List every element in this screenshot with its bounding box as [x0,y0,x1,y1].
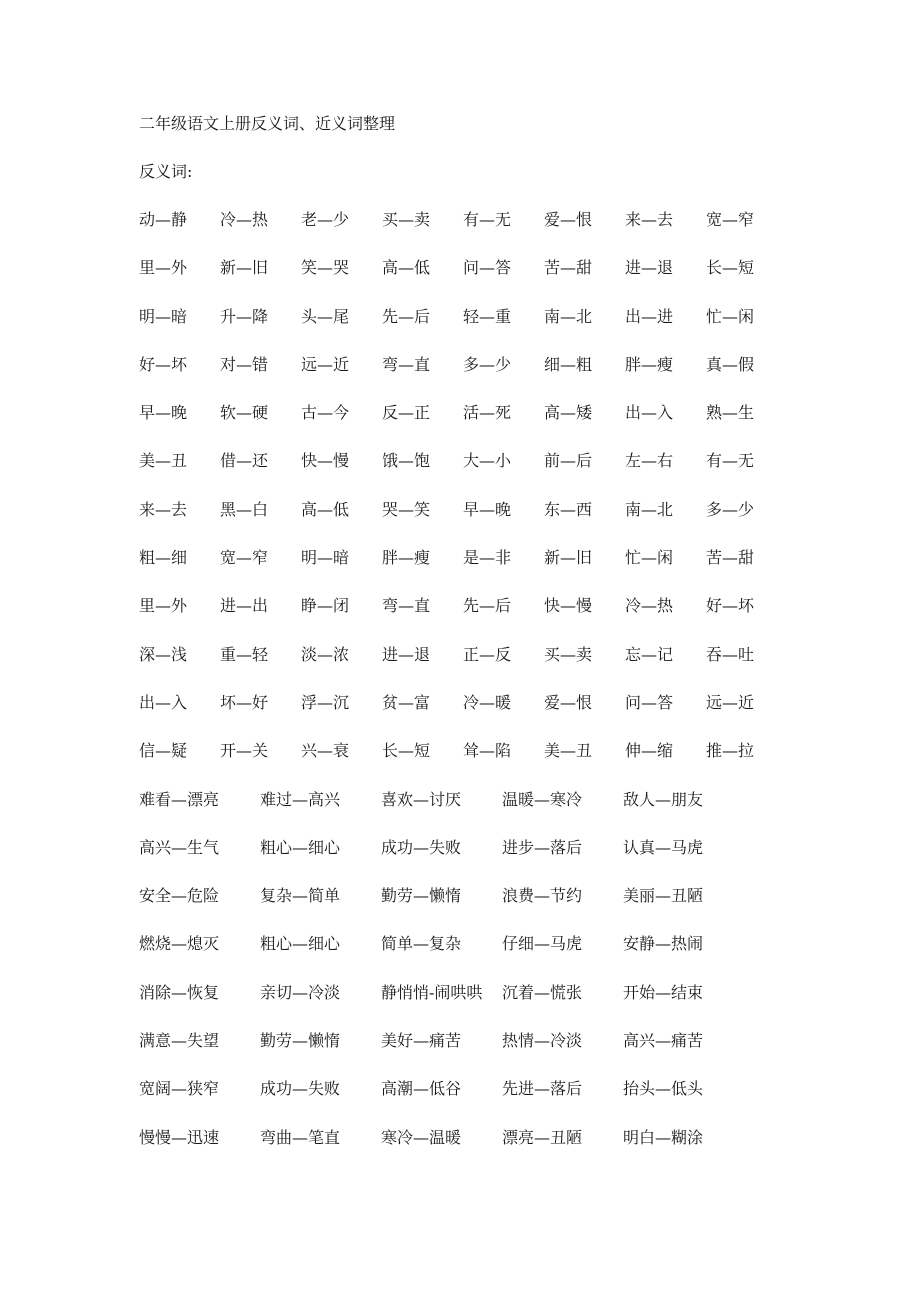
word-pair: 明白—糊涂 [623,1127,704,1147]
word-pair: 进—退 [382,644,431,664]
word-pair: 认真—马虎 [623,837,704,857]
word-pair-row [139,1126,779,1150]
word-pair: 宽—窄 [220,548,269,568]
word-pair: 浮—沉 [301,692,350,712]
word-pair: 冷—热 [220,210,269,229]
word-pair: 吞—吐 [706,644,755,664]
word-pair-row [139,305,779,329]
word-pair: 是—非 [463,548,512,568]
word-pair: 买—卖 [544,644,593,664]
word-pair: 多—少 [706,499,755,519]
word-pair-row [139,932,779,956]
word-pair: 新—旧 [220,258,269,278]
word-pair: 买—卖 [382,210,431,229]
word-pair: 弯—直 [382,596,431,616]
word-pair: 美好—痛苦 [381,1031,462,1051]
word-pair: 进—退 [625,258,674,278]
word-pair-row [139,691,779,715]
word-pair: 浪费—节约 [502,886,583,906]
word-pair: 问—答 [463,258,512,278]
word-pair: 兴—衰 [301,741,350,761]
word-pair: 亲切—冷淡 [260,982,341,1002]
word-pair: 活—死 [463,403,512,423]
word-pair: 胖—瘦 [625,354,674,374]
word-pair: 宽—窄 [706,210,755,229]
word-pair: 先—后 [463,596,512,616]
word-pair: 高兴—痛苦 [623,1031,704,1051]
word-pair-row [139,498,779,522]
word-pair-row [139,594,779,618]
word-pair: 升—降 [220,306,269,326]
word-pair: 好—坏 [706,596,755,616]
word-pair: 美—丑 [139,451,188,471]
word-pair: 出—进 [625,306,674,326]
word-pair: 喜欢—讨厌 [381,789,462,809]
word-pair: 成功—失败 [260,1079,341,1099]
word-pair: 温暖—寒冷 [502,789,583,809]
word-pair: 耸—陷 [463,741,512,761]
short-antonym-list [139,208,779,763]
word-pair: 爱—恨 [544,210,593,229]
word-pair-row [139,788,779,812]
word-pair-row [139,401,779,425]
word-pair: 新—旧 [544,548,593,568]
word-pair: 先进—落后 [502,1079,583,1099]
word-pair: 出—入 [625,403,674,423]
long-antonym-list [139,788,779,1150]
word-pair: 有—无 [463,210,512,229]
word-pair: 仔细—马虎 [502,934,583,954]
word-pair: 勤劳—懒惰 [381,886,462,906]
document-title: 二年级语文上册反义词、近义词整理 [139,114,396,133]
word-pair: 早—晚 [463,499,512,519]
word-pair: 古—今 [301,403,350,423]
word-pair-row [139,449,779,473]
word-pair-row [139,643,779,667]
word-pair: 南—北 [625,499,674,519]
word-pair: 满意—失望 [139,1031,220,1051]
word-pair: 黑—白 [220,499,269,519]
word-pair: 开始—结束 [623,982,704,1002]
word-pair: 快—慢 [301,451,350,471]
word-pair-row [139,884,779,908]
word-pair: 美丽—丑陋 [623,886,704,906]
word-pair: 推—拉 [706,741,755,761]
word-pair: 粗—细 [139,548,188,568]
document-page [139,112,779,1174]
word-pair: 早—晚 [139,403,188,423]
word-pair-row [139,256,779,280]
word-pair: 抬头—低头 [623,1079,704,1099]
word-pair: 远—近 [301,354,350,374]
word-pair: 高—低 [301,499,350,519]
word-pair: 睁—闭 [301,596,350,616]
section-label: 反义词: [139,162,193,181]
word-pair: 慢慢—迅速 [139,1127,220,1147]
word-pair: 前—后 [544,451,593,471]
word-pair: 哭—笑 [382,499,431,519]
word-pair: 高—矮 [544,403,593,423]
word-pair: 反—正 [382,403,431,423]
word-pair: 好—坏 [139,354,188,374]
word-pair: 问—答 [625,692,674,712]
word-pair: 进步—落后 [502,837,583,857]
word-pair: 有—无 [706,451,755,471]
word-pair: 真—假 [706,354,755,374]
word-pair: 来—去 [625,210,674,229]
word-pair: 难看—漂亮 [139,789,220,809]
word-pair-row [139,1029,779,1053]
word-pair: 安全—危险 [139,886,220,906]
word-pair: 长—短 [382,741,431,761]
word-pair: 粗心—细心 [260,934,341,954]
word-pair: 正—反 [463,644,512,664]
word-pair: 对—错 [220,354,269,374]
word-pair: 复杂—简单 [260,886,341,906]
word-pair: 漂亮—丑陋 [502,1127,583,1147]
word-pair: 多—少 [463,354,512,374]
word-pair: 热情—冷淡 [502,1031,583,1051]
word-pair: 勤劳—懒惰 [260,1031,341,1051]
word-pair: 苦—甜 [706,548,755,568]
word-pair: 东—西 [544,499,593,519]
word-pair: 忙—闲 [706,306,755,326]
word-pair: 消除—恢复 [139,982,220,1002]
word-pair: 苦—甜 [544,258,593,278]
word-pair: 成功—失败 [381,837,462,857]
word-pair: 大—小 [463,451,512,471]
word-pair: 静悄悄-闹哄哄 [381,982,483,1002]
word-pair: 明—暗 [301,548,350,568]
word-pair: 粗心—细心 [260,837,341,857]
word-pair: 敌人—朋友 [623,789,704,809]
word-pair: 先—后 [382,306,431,326]
word-pair: 长—短 [706,258,755,278]
word-pair: 伸—缩 [625,741,674,761]
word-pair: 软—硬 [220,403,269,423]
word-pair: 动—静 [139,210,188,229]
word-pair: 快—慢 [544,596,593,616]
word-pair: 老—少 [301,210,350,229]
word-pair: 里—外 [139,258,188,278]
word-pair: 坏—好 [220,692,269,712]
word-pair: 进—出 [220,596,269,616]
word-pair: 远—近 [706,692,755,712]
word-pair: 信—疑 [139,741,188,761]
word-pair: 简单—复杂 [381,934,462,954]
word-pair: 寒冷—温暖 [381,1127,462,1147]
word-pair: 沉着—慌张 [502,982,583,1002]
word-pair: 深—浅 [139,644,188,664]
word-pair: 出—入 [139,692,188,712]
word-pair-row [139,981,779,1005]
word-pair-row [139,546,779,570]
word-pair-row [139,739,779,763]
word-pair: 头—尾 [301,306,350,326]
word-pair: 重—轻 [220,644,269,664]
word-pair: 饿—饱 [382,451,431,471]
word-pair-row [139,1077,779,1101]
word-pair: 借—还 [220,451,269,471]
word-pair: 轻—重 [463,306,512,326]
word-pair: 开—关 [220,741,269,761]
word-pair: 宽阔—狭窄 [139,1079,220,1099]
word-pair: 明—暗 [139,306,188,326]
word-pair: 弯—直 [382,354,431,374]
word-pair: 爱—恨 [544,692,593,712]
word-pair: 忘—记 [625,644,674,664]
word-pair: 熟—生 [706,403,755,423]
word-pair: 淡—浓 [301,644,350,664]
word-pair: 高—低 [382,258,431,278]
word-pair: 燃烧—熄灭 [139,934,220,954]
word-pair: 左—右 [625,451,674,471]
word-pair: 美—丑 [544,741,593,761]
word-pair-row [139,208,779,232]
word-pair: 高潮—低谷 [381,1079,462,1099]
word-pair: 来—去 [139,499,188,519]
word-pair: 笑—哭 [301,258,350,278]
word-pair-row [139,836,779,860]
word-pair: 细—粗 [544,354,593,374]
word-pair: 难过—高兴 [260,789,341,809]
word-pair: 安静—热闹 [623,934,704,954]
word-pair: 里—外 [139,596,188,616]
word-pair: 冷—热 [625,596,674,616]
word-pair-row [139,353,779,377]
word-pair: 胖—瘦 [382,548,431,568]
word-pair: 高兴—生气 [139,837,220,857]
word-pair: 南—北 [544,306,593,326]
word-pair: 忙—闲 [625,548,674,568]
word-pair: 弯曲—笔直 [260,1127,341,1147]
word-pair: 冷—暖 [463,692,512,712]
word-pair: 贫—富 [382,692,431,712]
